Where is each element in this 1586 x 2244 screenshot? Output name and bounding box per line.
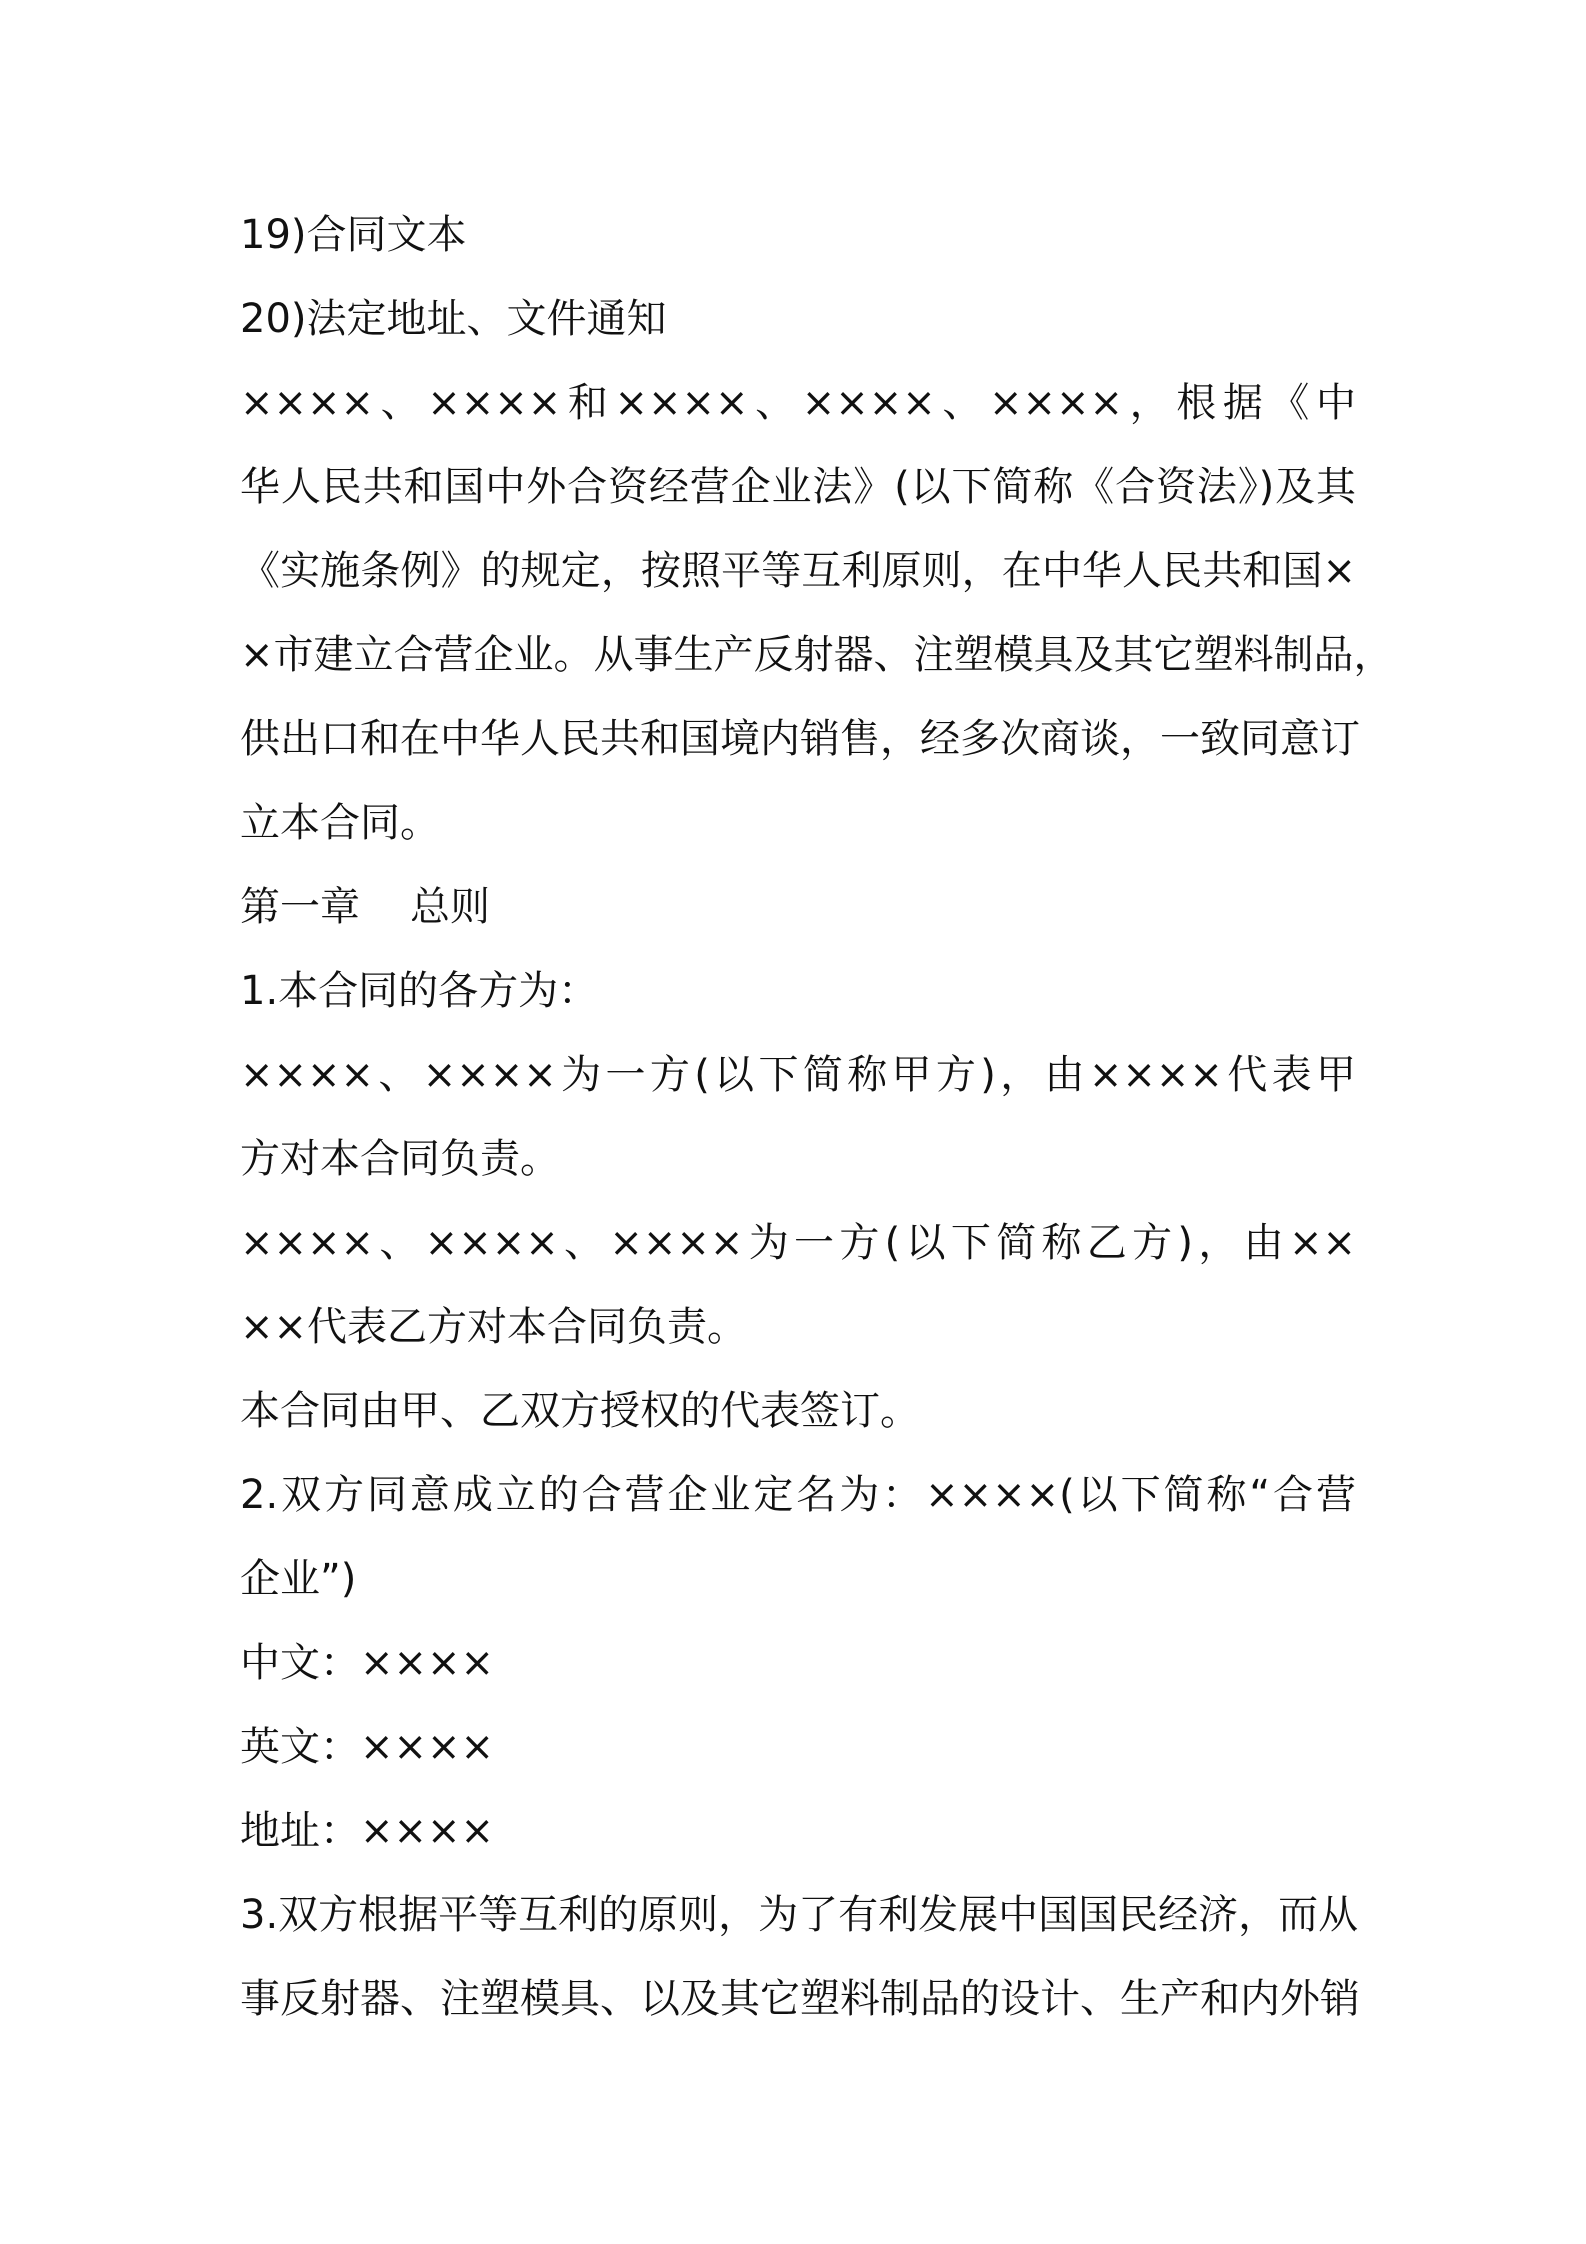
preamble-line: 供出口和在中华人民共和国境内销售，经多次商谈，一致同意订 (240, 716, 1360, 762)
article-2-line: 2.双方同意成立的合营企业定名为：××××(以下简称“合营 (240, 1472, 1356, 1518)
english-name-line: 英文：×××× (240, 1724, 495, 1770)
article-3-line: 事反射器、注塑模具、以及其它塑料制品的设计、生产和内外销 (240, 1976, 1360, 2022)
preamble-line: 华人民共和国中外合资经营企业法》(以下简称《合资法》)及其 (240, 464, 1356, 510)
toc-item-20: 20)法定地址、文件通知 (240, 296, 667, 342)
chapter-title: 总则 (410, 884, 490, 930)
article-3-line: 3.双方根据平等互利的原则，为了有利发展中国国民经济，而从 (240, 1892, 1359, 1938)
signing-line: 本合同由甲、乙双方授权的代表签订。 (240, 1388, 920, 1434)
preamble-line: ×市建立合营企业。从事生产反射器、注塑模具及其它塑料制品， (240, 632, 1394, 678)
preamble-line: 立本合同。 (240, 800, 440, 846)
party-a-line: 方对本合同负责。 (240, 1136, 560, 1182)
chinese-name-line: 中文：×××× (240, 1640, 495, 1686)
article-2-line: 企业”) (240, 1556, 357, 1602)
preamble-line: ××××、××××和××××、××××、××××，根据《中 (240, 380, 1356, 426)
article-1-heading: 1.本合同的各方为： (240, 968, 599, 1014)
document-body (240, 193, 1394, 2041)
address-line: 地址：×××× (240, 1808, 495, 1854)
party-a-line: ××××、××××为一方(以下简称甲方)，由××××代表甲 (240, 1052, 1356, 1098)
toc-item-19: 19)合同文本 (240, 212, 467, 258)
preamble-line: 《实施条例》的规定，按照平等互利原则，在中华人民共和国× (240, 548, 1356, 594)
party-b-line: ××××、××××、××××为一方(以下简称乙方)，由×× (240, 1220, 1356, 1266)
chapter-number: 第一章 (240, 884, 360, 930)
party-b-line: ××代表乙方对本合同负责。 (240, 1304, 748, 1350)
chapter-heading (240, 865, 1356, 949)
